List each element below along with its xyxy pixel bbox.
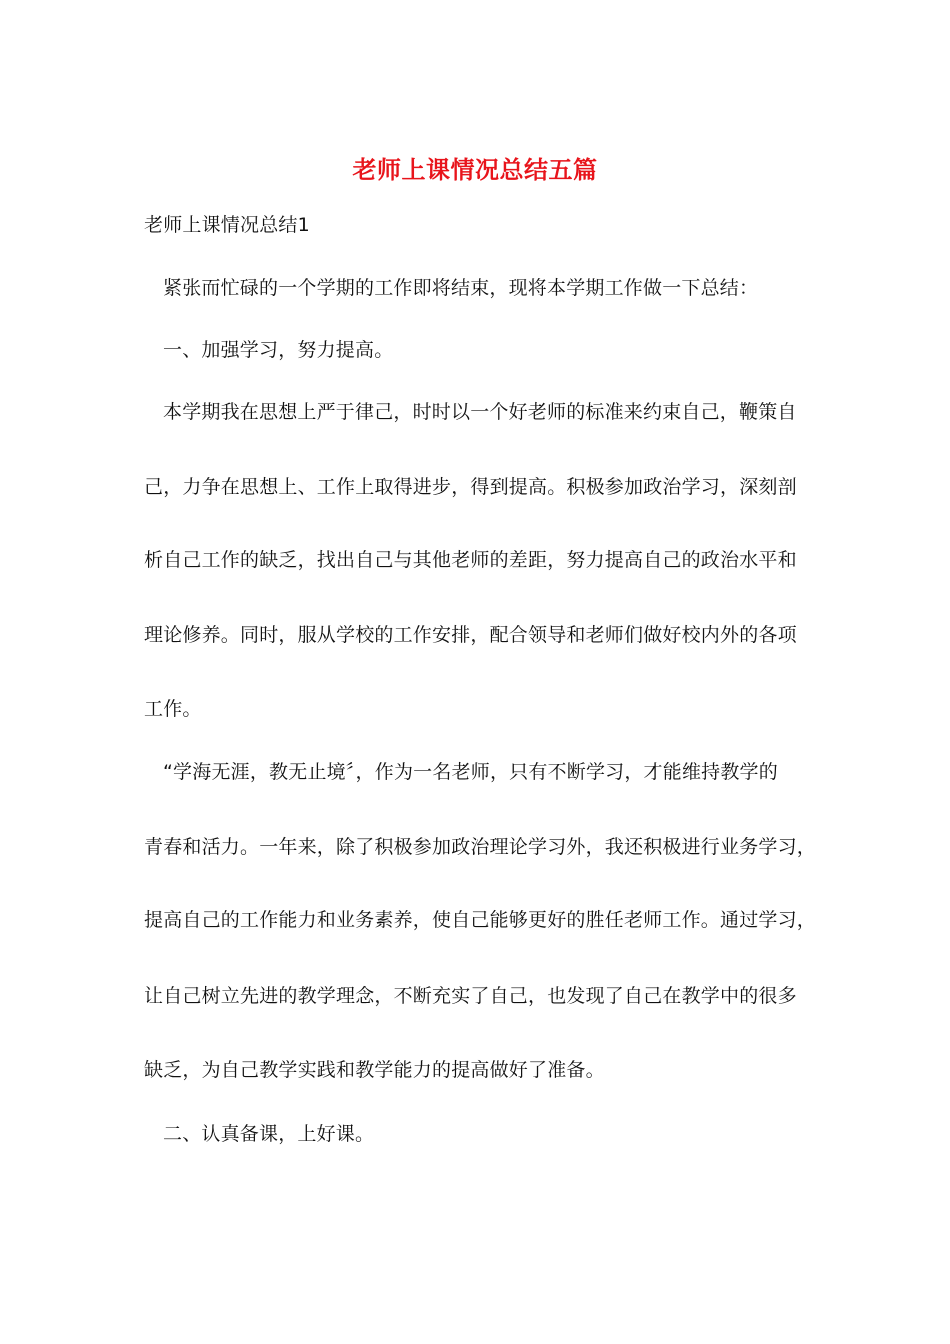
paragraph-heading: 一、加强学习，努力提高。 <box>163 339 394 361</box>
paragraph-line: 青春和活力。一年来，除了积极参加政治理论学习外，我还积极进行业务学习， <box>144 836 817 858</box>
paragraph-line: 紧张而忙碌的一个学期的工作即将结束，现将本学期工作做一下总结： <box>163 277 759 299</box>
document-title: 老师上课情况总结五篇 <box>352 156 598 184</box>
paragraph-line: 提高自己的工作能力和业务素养，使自己能够更好的胜任老师工作。通过学习， <box>144 909 817 931</box>
paragraph-line: 析自己工作的缺乏，找出自己与其他老师的差距，努力提高自己的政治水平和 <box>144 549 797 571</box>
paragraph-line: 己，力争在思想上、工作上取得进步，得到提高。积极参加政治学习，深刻剖 <box>144 476 797 498</box>
paragraph-line: 本学期我在思想上严于律己，时时以一个好老师的标准来约束自己，鞭策自 <box>163 401 797 423</box>
paragraph-heading: 二、认真备课，上好课。 <box>163 1123 375 1145</box>
paragraph-line: 让自己树立先进的教学理念，不断充实了自己，也发现了自己在教学中的很多 <box>144 985 797 1007</box>
section-heading: 老师上课情况总结1 <box>144 214 310 236</box>
paragraph-line: 理论修养。同时，服从学校的工作安排，配合领导和老师们做好校内外的各项 <box>144 624 797 646</box>
paragraph-line: 工作。 <box>144 698 202 720</box>
paragraph-line: 缺乏，为自己教学实践和教学能力的提高做好了准备。 <box>144 1059 605 1081</box>
paragraph-line: “学海无涯，教无止境〞，作为一名老师，只有不断学习，才能维持教学的 <box>163 761 778 783</box>
